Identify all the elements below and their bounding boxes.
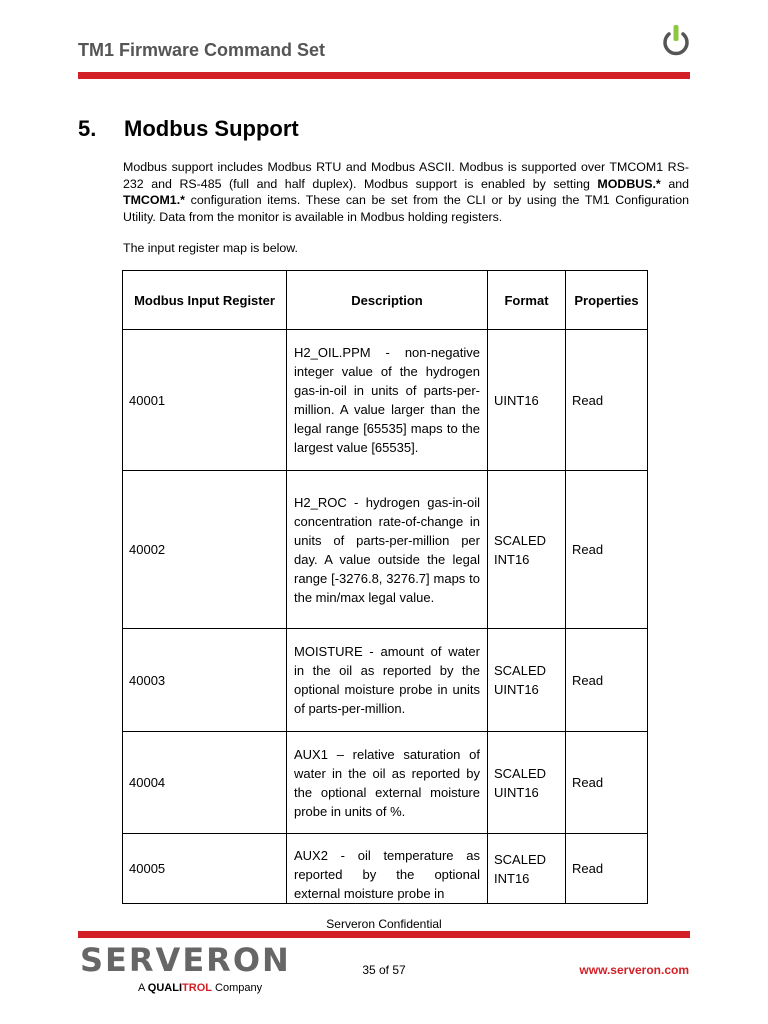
modbus-config-item: MODBUS.* [597, 176, 661, 191]
description-cell: MOISTURE - amount of water in the oil as reported by the optional moisture probe in units of parts-per-million. [287, 629, 488, 732]
logo-sub-b: Company [211, 982, 263, 994]
power-icon [661, 24, 691, 58]
register-cell: 40003 [123, 629, 287, 732]
format-cell [488, 629, 566, 732]
format-line-1: SCALED [494, 851, 547, 867]
format-cell [488, 732, 566, 834]
col-header-properties: Properties [566, 271, 648, 330]
format-line-1: SCALED [494, 663, 547, 678]
format-cell [488, 330, 566, 471]
register-cell: 40005 [123, 834, 287, 904]
logo-sub-a: A [138, 982, 148, 994]
col-header-description: Description [287, 271, 488, 330]
register-cell: 40001 [123, 330, 287, 471]
intro-text-2: and [660, 176, 690, 191]
logo-subtitle [138, 982, 262, 994]
header-divider [78, 72, 690, 79]
description-cell: H2_ROC - hydrogen gas-in-oil concentration rate-of-change in units of parts-per-million per day. A value outside the legal range [-3276.8, 3276.7] maps to the min/max legal value. [287, 471, 488, 629]
properties-cell: Read [566, 732, 648, 834]
website-link[interactable]: www.serveron.com [579, 963, 689, 977]
register-cell: 40002 [123, 471, 287, 629]
logo-text-b: N [262, 941, 291, 979]
logo-letter-o: O [232, 941, 263, 979]
properties-cell: Read [566, 471, 648, 629]
col-header-register: Modbus Input Register [123, 271, 287, 330]
format-line-2: INT16 [494, 551, 530, 567]
table-row [123, 330, 648, 471]
format-cell [488, 834, 566, 904]
intro-paragraph [123, 159, 689, 225]
footer-divider [78, 931, 690, 938]
format-line-2: UINT16 [494, 682, 539, 697]
format-line-1: SCALED [494, 765, 547, 781]
logo-sub-qual: QUALI [147, 982, 183, 994]
format-cell [488, 471, 566, 629]
table-row [123, 834, 648, 904]
properties-cell: Read [566, 629, 648, 732]
confidential-label: Serveron Confidential [326, 917, 442, 931]
table-row [123, 629, 648, 732]
tmcom1-config-item: TMCOM1.* [123, 193, 185, 208]
intro-text-1: Modbus support includes Modbus RTU and Modbus ASCII. Modbus is supported over TMCOM1 RS-232 and RS-485 (full and half duplex). Modbus support is enabled by setting [123, 160, 689, 191]
format-line-1: UINT16 [494, 392, 539, 408]
format-line-1: SCALED [494, 532, 547, 548]
description-cell: AUX2 - oil temperature as reported by the optional external moisture probe in [287, 834, 488, 904]
section-title: Modbus Support [124, 116, 299, 141]
description-cell: AUX1 – relative saturation of water in the oil as reported by the optional external moisture probe in units of %. [287, 732, 488, 834]
table-header-row [123, 271, 648, 330]
logo-sub-trol: TROL [182, 982, 212, 994]
logo-text-a: SERVER [80, 941, 233, 979]
register-table [122, 270, 648, 904]
section-heading [78, 116, 299, 142]
format-line-2: UINT16 [494, 784, 539, 800]
properties-cell: Read [566, 834, 648, 904]
page-number: 35 of 57 [362, 963, 406, 977]
description-cell: H2_OIL.PPM - non-negative integer value of the hydrogen gas-in-oil in units of parts-per-million. A value larger than the legal range [65535] maps to the largest value [65535]. [287, 330, 488, 471]
format-line-2: INT16 [494, 870, 530, 886]
intro-text-3: configuration items. These can be set from the CLI or by using the TM1 Configuration Utility. Data from the monitor is available in Modbus holding registers. [123, 193, 689, 224]
register-cell: 40004 [123, 732, 287, 834]
register-map-intro: The input register map is below. [123, 241, 298, 255]
document-header-title: TM1 Firmware Command Set [78, 40, 326, 60]
properties-cell: Read [566, 330, 648, 471]
table-row [123, 732, 648, 834]
section-number: 5. [78, 116, 97, 141]
table-row [123, 471, 648, 629]
col-header-format: Format [488, 271, 566, 330]
